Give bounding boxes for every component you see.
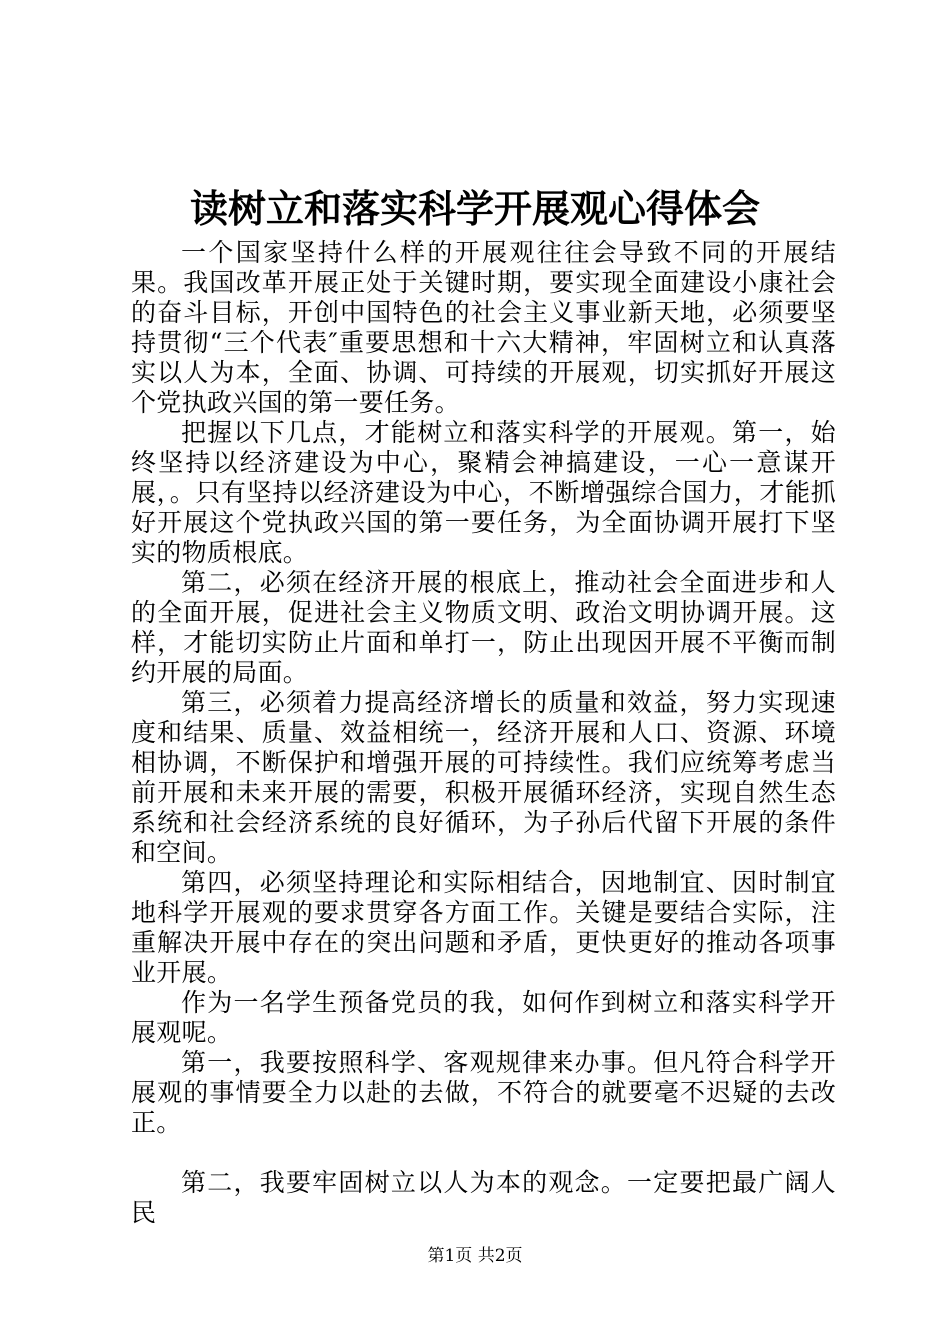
paragraph: 第一，我要按照科学、客观规律来办事。但凡符合科学开展观的事情要全力以赴的去做，不符合的就要毫不迟疑的去改正。: [131, 1048, 836, 1137]
paragraph: 第四，必须坚持理论和实际相结合，因地制宜、因时制宜地科学开展观的要求贯穿各方面工作。关键是要结合实际，注重解决开展中存在的突出问题和矛盾，更快更好的推动各项事业开展。: [131, 868, 836, 987]
document-body: [131, 238, 836, 1228]
page-footer: 第1页 共2页: [427, 1246, 523, 1266]
document-title: 读树立和落实科学开展观心得体会: [189, 187, 760, 231]
paragraph: 第三，必须着力提高经济增长的质量和效益，努力实现速度和结果、质量、效益相统一，经济开展和人口、资源、环境相协调，不断保护和增强开展的可持续性。我们应统筹考虑当前开展和未来开展的需要，积极开展循环经济，实现自然生态系统和社会经济系统的良好循环，为子孙后代留下开展的条件和空间。: [131, 688, 836, 867]
paragraph: 把握以下几点，才能树立和落实科学的开展观。第一，始终坚持以经济建设为中心，聚精会神搞建设，一心一意谋开展，。只有坚持以经济建设为中心，不断增强综合国力，才能抓好开展这个党执政兴国的第一要任务，为全面协调开展打下坚实的物质根底。: [131, 418, 836, 567]
paragraph: 第二，必须在经济开展的根底上，推动社会全面进步和人的全面开展，促进社会主义物质文明、政治文明协调开展。这样，才能切实防止片面和单打一，防止出现因开展不平衡而制约开展的局面。: [131, 568, 836, 687]
paragraph: 第二，我要牢固树立以人为本的观念。一定要把最广阔人民: [131, 1168, 836, 1227]
paragraph: 作为一名学生预备党员的我，如何作到树立和落实科学开展观呢。: [131, 988, 836, 1047]
paragraph: 一个国家坚持什么样的开展观往往会导致不同的开展结果。我国改革开展正处于关键时期，要实现全面建设小康社会的奋斗目标，开创中国特色的社会主义事业新天地，必须要坚持贯彻“三个代表″重要思想和十六大精神，牢固树立和认真落实以人为本，全面、协调、可持续的开展观，切实抓好开展这个党执政兴国的第一要任务。: [131, 238, 836, 417]
